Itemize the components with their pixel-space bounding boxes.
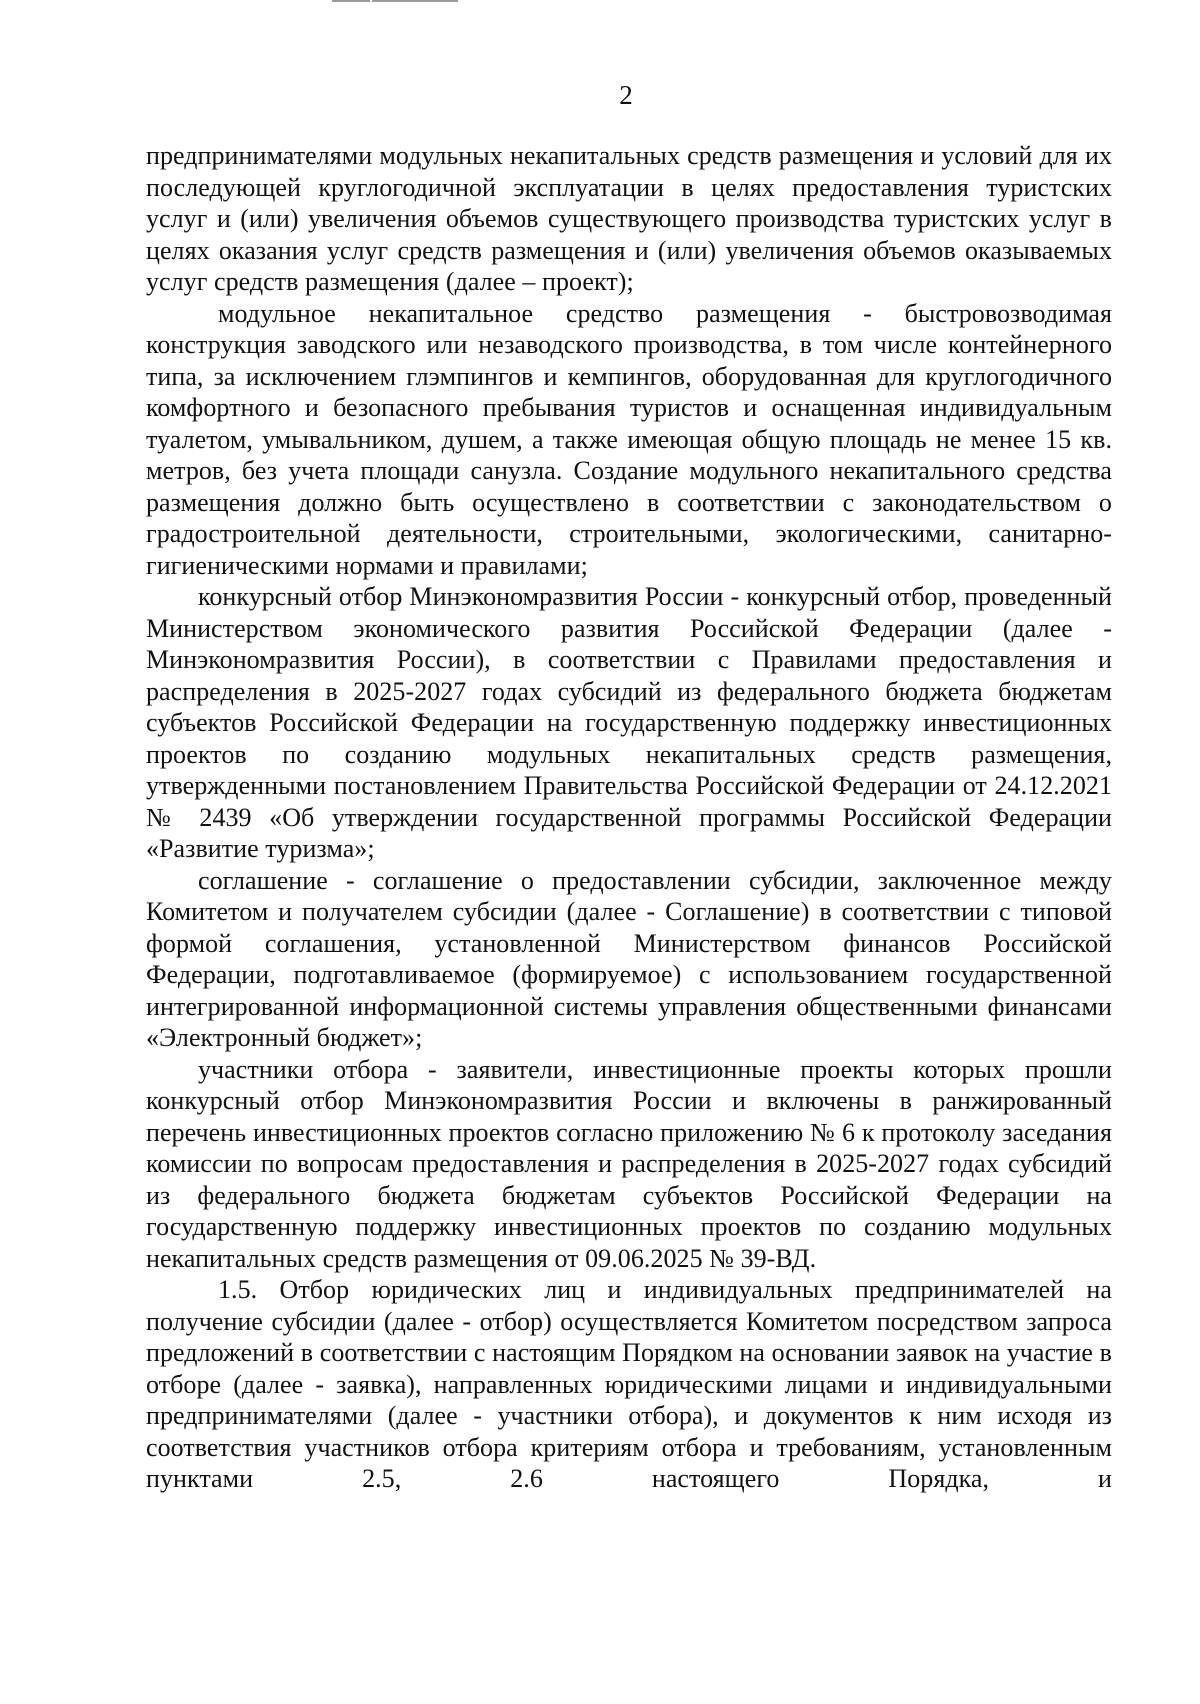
paragraph-selection-participants-definition: участники отбора - заявители, инвестиционные проекты которых прошли конкурсный отбор Минэкономразвития России и включены в ранжированный перечень инвестиционных проектов согласно приложению № 6 к протоколу заседания комиссии по вопросам предоставления и распределения в 2025-2027 годах субсидий из федерального бюджета бюджетам субъектов Российской Федерации на государственную поддержку инвестиционных проектов по созданию модульных некапитальных средств размещения от 09.06.2025 № 39-ВД. — [146, 1054, 1112, 1273]
scan-artifact-line — [332, 0, 458, 2]
paragraph-modular-facility-definition: модульное некапитальное средство размещения - быстровозводимая конструкция заводского или незаводского производства, в том числе контейнерного типа, за исключением глэмпингов и кемпингов, оборудованная для круглогодичного комфортного и безопасного пребывания туристов и оснащенная индивидуальным туалетом, умывальником, душем, а также имеющая общую площадь не менее 15 кв. метров, без учета площади санузла. Создание модульного некапитального средства размещения должно быть осуществлено в соответствии с законодательством о градостроительной деятельности, строительными, экологическими, санитарно-гигиеническими нормами и правилами; — [146, 298, 1112, 580]
paragraph-agreement-definition: соглашение - соглашение о предоставлении субсидии, заключенное между Комитетом и получателем субсидии (далее - Соглашение) в соответствии с типовой формой соглашения, установленной Министерством финансов Российской Федерации, подготавливаемое (формируемое) с использованием государственной интегрированной информационной системы управления общественными финансами «Электронный бюджет»; — [146, 865, 1112, 1052]
page-number: 2 — [619, 80, 633, 110]
document-body — [146, 140, 1112, 1495]
paragraph-section-1-5: 1.5. Отбор юридических лиц и индивидуальных предпринимателей на получение субсидии (далее - отбор) осуществляется Комитетом посредством запроса предложений в соответствии с настоящим Порядком на основании заявок на участие в отборе (далее - заявка), направленных юридическими лицами и индивидуальными предпринимателями (далее - участники отбора), и документов к ним исходя из соответствия участников отбора критериям отбора и требованиям, установленным пунктами 2.5, 2.6 настоящего Порядка, и — [146, 1275, 1112, 1493]
paragraph-competitive-selection-definition: конкурсный отбор Минэкономразвития России - конкурсный отбор, проведенный Министерством экономического развития Российской Федерации (далее - Минэкономразвития России), в соответствии с Правилами предоставления и распределения в 2025-2027 годах субсидий из федерального бюджета бюджетам субъектов Российской Федерации на государственную поддержку инвестиционных проектов по созданию модульных некапитальных средств размещения, утвержденными постановлением Правительства Российской Федерации от 24.12.2021 № 2439 «Об утверждении государственной программы Российской Федерации «Развитие туризма»; — [146, 582, 1112, 863]
paragraph-project-definition-continued: предпринимателями модульных некапитальных средств размещения и условий для их последующей круглогодичной эксплуатации в целях предоставления туристских услуг и (или) увеличения объемов существующего производства туристских услуг в целях оказания услуг средств размещения и (или) увеличения объемов оказываемых услуг средств размещения (далее – проект); — [146, 141, 1112, 296]
